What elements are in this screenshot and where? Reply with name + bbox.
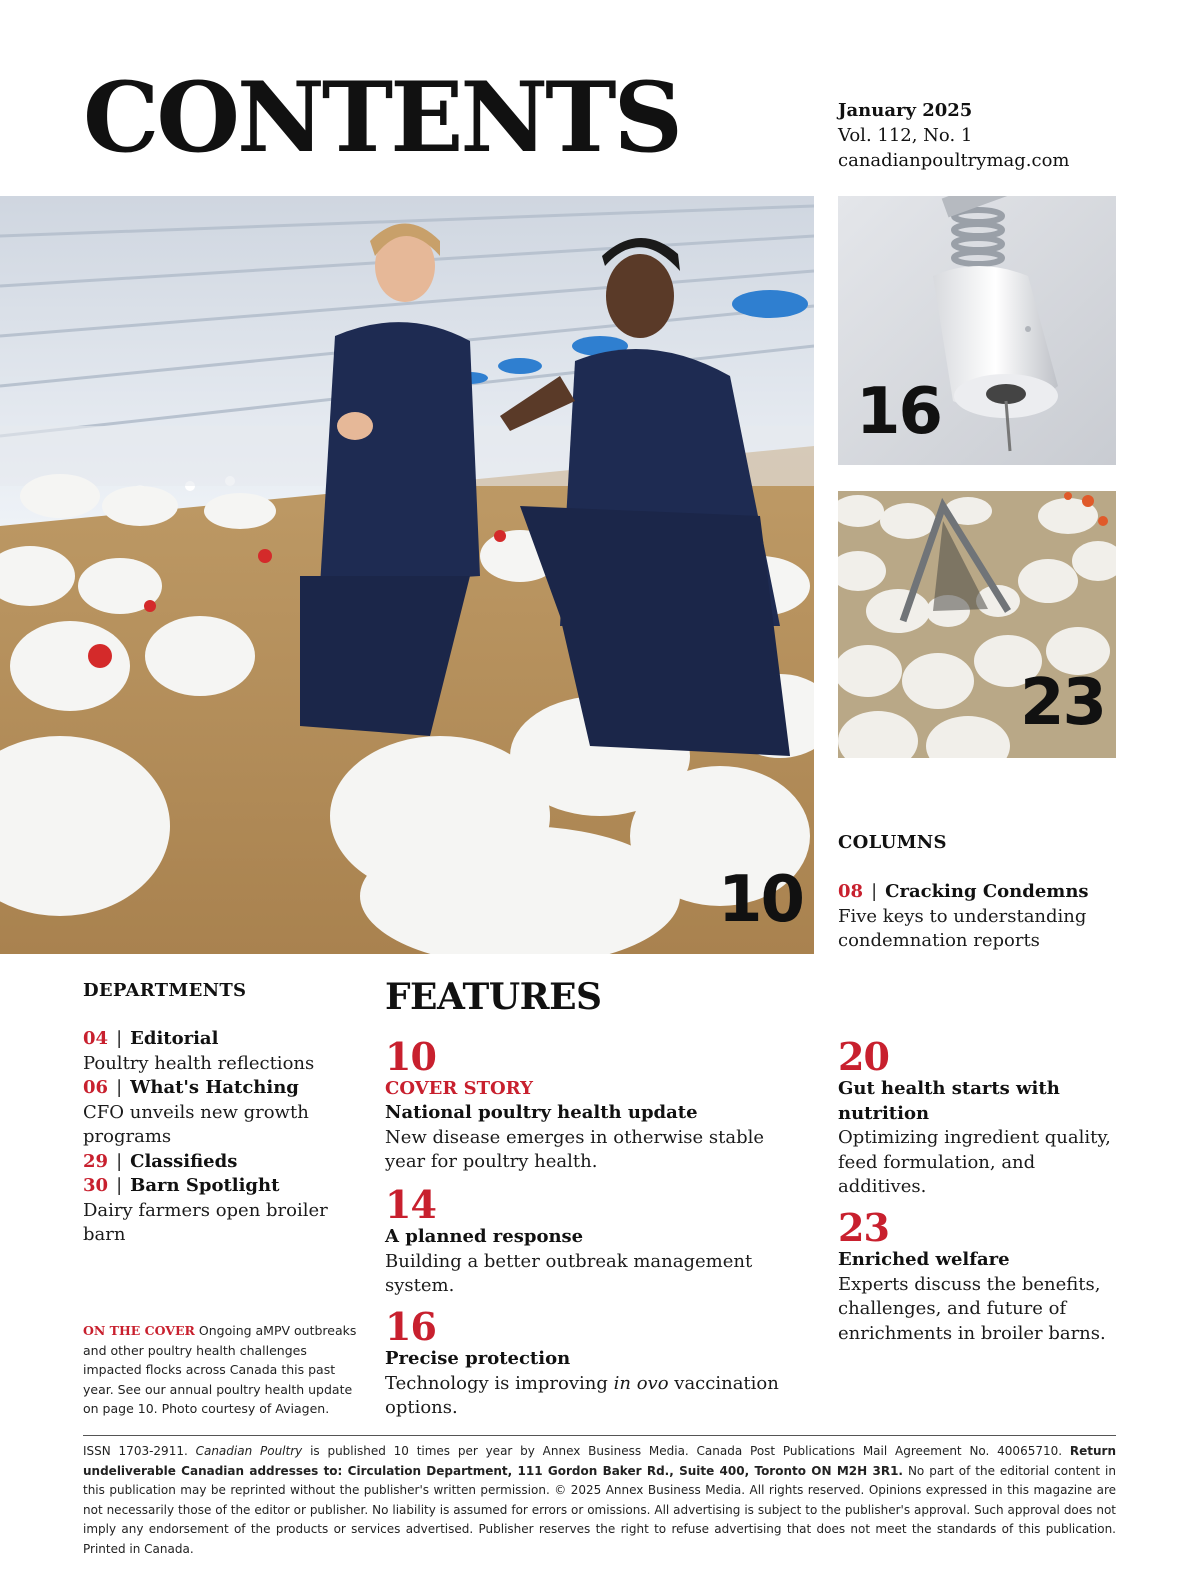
department-page-number: 29 [83, 1150, 109, 1172]
cover-photo [0, 196, 814, 954]
issue-info [838, 98, 1070, 173]
feature-title: Enriched welfare [838, 1249, 1010, 1270]
department-description: CFO unveils new growth programs [83, 1101, 309, 1147]
publication-statement: is published 10 times per year by Annex Business Media. Canada Post Publications Mail Agreement No. 40065710. [302, 1444, 1063, 1458]
department-entry[interactable]: 30 | Barn Spotlight [83, 1175, 280, 1196]
columns-heading: COLUMNS [838, 832, 947, 853]
department-description: Poultry health reflections [83, 1052, 315, 1074]
department-description: Dairy farmers open broiler barn [83, 1199, 328, 1245]
departments-list [83, 1027, 333, 1248]
issue-date: January 2025 [838, 100, 973, 121]
feature-page-number: 10 [385, 1034, 436, 1079]
feature-description: New disease emerges in otherwise stable year for poultry health. [385, 1126, 765, 1172]
column-page-number: 08 [838, 881, 864, 902]
department-page-number: 30 [83, 1175, 109, 1196]
feature-description: Building a better outbreak management system. [385, 1250, 753, 1296]
feature-description: Experts discuss the benefits, challenges, and future of enrichments in broiler barns. [838, 1273, 1106, 1344]
feature-title: Gut health starts with nutrition [838, 1078, 1060, 1124]
issue-volume: Vol. 112, No. 1 [838, 125, 973, 146]
publication-name: Canadian Poultry [195, 1444, 303, 1458]
department-entry[interactable]: 06 | What's Hatching [83, 1077, 299, 1098]
department-page-number: 04 [83, 1028, 109, 1049]
feature-entry[interactable] [385, 1304, 805, 1421]
cover-photo-illustration [0, 196, 814, 954]
photo-23-page-number: 23 [1020, 666, 1106, 740]
feature-title: National poultry health update [385, 1102, 698, 1123]
department-title: Editorial [130, 1028, 219, 1049]
footer-fine-print [83, 1442, 1116, 1559]
feature-description-start: Technology is improving [385, 1372, 614, 1394]
photo-16-page-number: 16 [856, 375, 942, 449]
department-page-number: 06 [83, 1077, 109, 1098]
on-the-cover-text: Ongoing aMPV outbreaks and other poultry health challenges impacted flocks across Canada this past year. See our annual poultry health update on page 10. Photo courtesy of Aviagen. [83, 1323, 357, 1416]
website-link[interactable]: canadianpoultrymag.com [838, 150, 1070, 171]
feature-description [385, 1372, 805, 1421]
feature-description-end: vaccination options. [385, 1372, 779, 1418]
enrichment-photo [838, 491, 1116, 758]
feature-entry[interactable] [385, 1182, 805, 1299]
feature-page-number: 14 [385, 1182, 436, 1227]
cover-photo-page-number: 10 [718, 863, 804, 937]
feature-page-number: 23 [838, 1205, 889, 1250]
issn: ISSN 1703-2911. [83, 1444, 188, 1458]
columns-list [838, 880, 1108, 954]
department-entry[interactable]: 29 | Classifieds [83, 1150, 238, 1172]
column-description: Five keys to understanding condemnation reports [838, 905, 1087, 951]
features-heading: FEATURES [385, 976, 602, 1018]
column-entry[interactable]: 08 | Cracking Condemns [838, 881, 1089, 902]
department-title: Classifieds [130, 1150, 238, 1172]
feature-page-number: 20 [838, 1034, 889, 1079]
on-the-cover-note [83, 1321, 358, 1419]
feature-entry[interactable] [838, 1034, 1116, 1200]
legal-notice: No part of the editorial content in this publication may be reprinted without the publisher's written permission. © 2025 Annex Business Media. All rights reserved. Opinions expressed in this magazine are not necessarily those of the editor or publisher. No liability is assumed for errors or omissions. All advertising is subject to the publisher's approval. Such approval does not imply any endorsement of the products or services advertised. Publisher reserves the right to refuse advertising that does not meet the standards of this publication. Printed in Canada. [83, 1463, 1116, 1556]
departments-heading: DEPARTMENTS [83, 980, 247, 1001]
feature-description: Optimizing ingredient quality, feed formulation, and additives. [838, 1127, 1111, 1197]
vaccinator-photo [838, 196, 1116, 465]
feature-entry[interactable] [385, 1034, 805, 1175]
department-title: Barn Spotlight [130, 1175, 280, 1196]
footer-divider [83, 1435, 1116, 1436]
feature-description-italic: in ovo [613, 1372, 669, 1394]
feature-title: Precise protection [385, 1348, 571, 1369]
page-title: CONTENTS [83, 61, 680, 174]
feature-entry[interactable] [838, 1205, 1116, 1346]
return-address: Return undeliverable Canadian addresses to: Circulation Department, 111 Gordon Baker Rd., Suite 400, Toronto ON M2H 3R1. [83, 1444, 1116, 1478]
department-title: What's Hatching [130, 1077, 299, 1098]
on-the-cover-label: ON THE COVER [83, 1323, 195, 1338]
column-title: Cracking Condemns [885, 881, 1089, 902]
department-entry[interactable]: 04 | Editorial [83, 1028, 219, 1049]
feature-page-number: 16 [385, 1304, 436, 1349]
feature-kicker: COVER STORY [385, 1078, 533, 1099]
feature-title: A planned response [385, 1226, 584, 1247]
